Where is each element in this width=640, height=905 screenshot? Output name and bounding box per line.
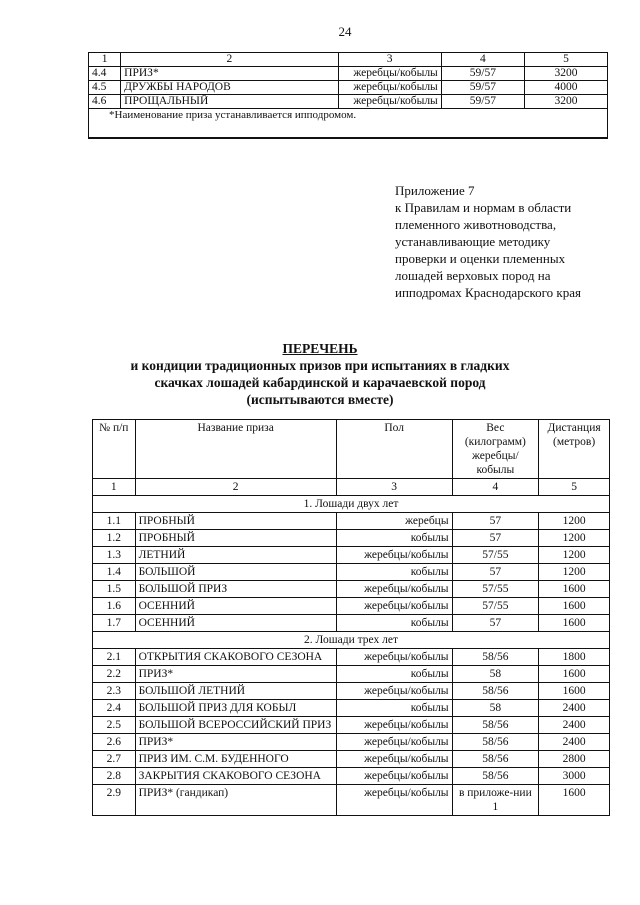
row-number: 4.4 <box>89 67 121 81</box>
weight: 59/57 <box>441 67 524 81</box>
row-number: 1.2 <box>93 530 136 547</box>
weight: 58/56 <box>452 751 539 768</box>
appendix-note <box>395 182 625 301</box>
table-row <box>93 700 610 717</box>
appendix-line: лошадей верховых пород на <box>395 268 551 283</box>
title-line: (испытываются вместе) <box>246 392 394 407</box>
row-number: 1.7 <box>93 615 136 632</box>
appendix-line: Приложение 7 <box>395 183 475 198</box>
index-cell: 2 <box>135 479 336 496</box>
row-number: 2.5 <box>93 717 136 734</box>
prize-name: БОЛЬШОЙ ПРИЗ <box>135 581 336 598</box>
prize-name: ЛЕТНИЙ <box>135 547 336 564</box>
distance: 1600 <box>539 615 610 632</box>
horse-sex: жеребцы/кобылы <box>336 768 452 785</box>
weight: 57/55 <box>452 547 539 564</box>
prize-name: ПРОБНЫЙ <box>135 530 336 547</box>
horse-sex: жеребцы/кобылы <box>336 683 452 700</box>
prize-name: ОСЕННИЙ <box>135 598 336 615</box>
table-row <box>89 67 608 81</box>
row-number: 4.5 <box>89 81 121 95</box>
row-number: 2.9 <box>93 785 136 816</box>
title-line: скачках лошадей кабардинской и карачаевской пород <box>154 375 486 390</box>
prize-table-body <box>93 496 610 816</box>
prize-name: ПРИЗ ИМ. С.М. БУДЕННОГО <box>135 751 336 768</box>
distance: 1800 <box>539 649 610 666</box>
header-weight: Вес (килограмм) жеребцы/ кобылы <box>452 420 539 479</box>
horse-sex: жеребцы/кобылы <box>336 581 452 598</box>
table-row <box>93 717 610 734</box>
weight: 57 <box>452 615 539 632</box>
index-cell: 3 <box>336 479 452 496</box>
prize-name: ПРИЗ* <box>121 67 338 81</box>
row-number: 2.6 <box>93 734 136 751</box>
header-num: № п/п <box>93 420 136 479</box>
continuation-table <box>88 52 608 139</box>
horse-sex: жеребцы/кобылы <box>338 67 441 81</box>
table-row <box>93 547 610 564</box>
weight: 58 <box>452 700 539 717</box>
weight: 57 <box>452 530 539 547</box>
distance: 4000 <box>524 81 607 95</box>
appendix-line: племенного животноводства, <box>395 217 557 232</box>
document-title <box>80 340 560 408</box>
horse-sex: кобылы <box>336 666 452 683</box>
horse-sex: жеребцы/кобылы <box>336 598 452 615</box>
horse-sex: кобылы <box>336 530 452 547</box>
distance: 2400 <box>539 717 610 734</box>
prize-name: ЗАКРЫТИЯ СКАКОВОГО СЕЗОНА <box>135 768 336 785</box>
distance: 1200 <box>539 547 610 564</box>
page-number: 24 <box>338 24 352 39</box>
distance: 1200 <box>539 564 610 581</box>
table-row <box>93 734 610 751</box>
header-sex: Пол <box>336 420 452 479</box>
horse-sex: жеребцы/кобылы <box>336 734 452 751</box>
table-row <box>93 615 610 632</box>
header-cell: 2 <box>121 53 338 67</box>
weight: 57 <box>452 513 539 530</box>
top-table-body <box>89 67 608 109</box>
table-row <box>93 564 610 581</box>
weight: 58/56 <box>452 717 539 734</box>
title-line: ПЕРЕЧЕНЬ <box>282 341 358 356</box>
prize-name: ОСЕННИЙ <box>135 615 336 632</box>
prize-name: БОЛЬШОЙ ПРИЗ ДЛЯ КОБЫЛ <box>135 700 336 717</box>
table-row <box>93 666 610 683</box>
row-number: 2.7 <box>93 751 136 768</box>
prize-table <box>92 419 610 816</box>
table-row <box>93 649 610 666</box>
distance: 1600 <box>539 666 610 683</box>
table-row <box>93 530 610 547</box>
horse-sex: кобылы <box>336 700 452 717</box>
column-index-row <box>93 479 610 496</box>
section-row <box>93 632 610 649</box>
row-number: 2.3 <box>93 683 136 700</box>
weight: 58/56 <box>452 768 539 785</box>
prize-name: ОТКРЫТИЯ СКАКОВОГО СЕЗОНА <box>135 649 336 666</box>
table-row <box>89 95 608 109</box>
row-number: 4.6 <box>89 95 121 109</box>
distance: 1600 <box>539 683 610 700</box>
horse-sex: кобылы <box>336 564 452 581</box>
horse-sex: жеребцы/кобылы <box>338 81 441 95</box>
header-distance: Дистанция (метров) <box>539 420 610 479</box>
table-row <box>93 581 610 598</box>
footnote: *Наименование приза устанавливается ипподромом. <box>89 109 608 139</box>
distance: 1200 <box>539 513 610 530</box>
distance: 3200 <box>524 95 607 109</box>
distance: 1600 <box>539 581 610 598</box>
weight: в приложе-нии 1 <box>452 785 539 816</box>
row-number: 1.4 <box>93 564 136 581</box>
table-row <box>93 751 610 768</box>
appendix-line: к Правилам и нормам в области <box>395 200 572 215</box>
prize-name: ПРИЗ* <box>135 666 336 683</box>
weight: 58 <box>452 666 539 683</box>
distance: 1200 <box>539 530 610 547</box>
distance: 3000 <box>539 768 610 785</box>
section-title: 1. Лошади двух лет <box>93 496 610 513</box>
appendix-line: ипподромах Краснодарского края <box>395 285 581 300</box>
horse-sex: жеребцы <box>336 513 452 530</box>
table-row <box>89 81 608 95</box>
distance: 1600 <box>539 598 610 615</box>
distance: 3200 <box>524 67 607 81</box>
table-row <box>93 513 610 530</box>
weight: 58/56 <box>452 649 539 666</box>
weight: 57 <box>452 564 539 581</box>
prize-name: ПРОБНЫЙ <box>135 513 336 530</box>
prize-name: БОЛЬШОЙ ЛЕТНИЙ <box>135 683 336 700</box>
horse-sex: жеребцы/кобылы <box>338 95 441 109</box>
weight: 58/56 <box>452 734 539 751</box>
weight: 59/57 <box>441 81 524 95</box>
prize-name: ПРИЗ* (гандикап) <box>135 785 336 816</box>
section-row <box>93 496 610 513</box>
prize-name: ПРИЗ* <box>135 734 336 751</box>
horse-sex: жеребцы/кобылы <box>336 649 452 666</box>
prize-name: БОЛЬШОЙ ВСЕРОССИЙСКИЙ ПРИЗ <box>135 717 336 734</box>
appendix-line: устанавливающие методику <box>395 234 551 249</box>
horse-sex: кобылы <box>336 615 452 632</box>
table-row <box>93 598 610 615</box>
header-cell: 3 <box>338 53 441 67</box>
row-number: 2.4 <box>93 700 136 717</box>
prize-name: БОЛЬШОЙ <box>135 564 336 581</box>
section-title: 2. Лошади трех лет <box>93 632 610 649</box>
horse-sex: жеребцы/кобылы <box>336 717 452 734</box>
footnote-row <box>89 109 608 139</box>
horse-sex: жеребцы/кобылы <box>336 785 452 816</box>
horse-sex: жеребцы/кобылы <box>336 751 452 768</box>
table-row <box>93 768 610 785</box>
row-number: 2.2 <box>93 666 136 683</box>
header-cell: 4 <box>441 53 524 67</box>
table-row <box>93 683 610 700</box>
index-cell: 4 <box>452 479 539 496</box>
distance: 2400 <box>539 734 610 751</box>
prize-name: ПРОЩАЛЬНЫЙ <box>121 95 338 109</box>
distance: 1600 <box>539 785 610 816</box>
row-number: 2.8 <box>93 768 136 785</box>
row-number: 1.5 <box>93 581 136 598</box>
title-line: и кондиции традиционных призов при испытаниях в гладких <box>130 358 510 373</box>
row-number: 2.1 <box>93 649 136 666</box>
row-number: 1.3 <box>93 547 136 564</box>
appendix-line: проверки и оценки племенных <box>395 251 566 266</box>
weight: 57/55 <box>452 581 539 598</box>
distance: 2400 <box>539 700 610 717</box>
prize-name: ДРУЖБЫ НАРОДОВ <box>121 81 338 95</box>
index-cell: 5 <box>539 479 610 496</box>
header-cell: 5 <box>524 53 607 67</box>
distance: 2800 <box>539 751 610 768</box>
header-cell: 1 <box>89 53 121 67</box>
header-name: Название приза <box>135 420 336 479</box>
row-number: 1.1 <box>93 513 136 530</box>
table-row <box>93 785 610 816</box>
row-number: 1.6 <box>93 598 136 615</box>
weight: 58/56 <box>452 683 539 700</box>
index-cell: 1 <box>93 479 136 496</box>
horse-sex: жеребцы/кобылы <box>336 547 452 564</box>
weight: 57/55 <box>452 598 539 615</box>
weight: 59/57 <box>441 95 524 109</box>
table-header-row <box>93 420 610 479</box>
column-index-row <box>89 53 608 67</box>
